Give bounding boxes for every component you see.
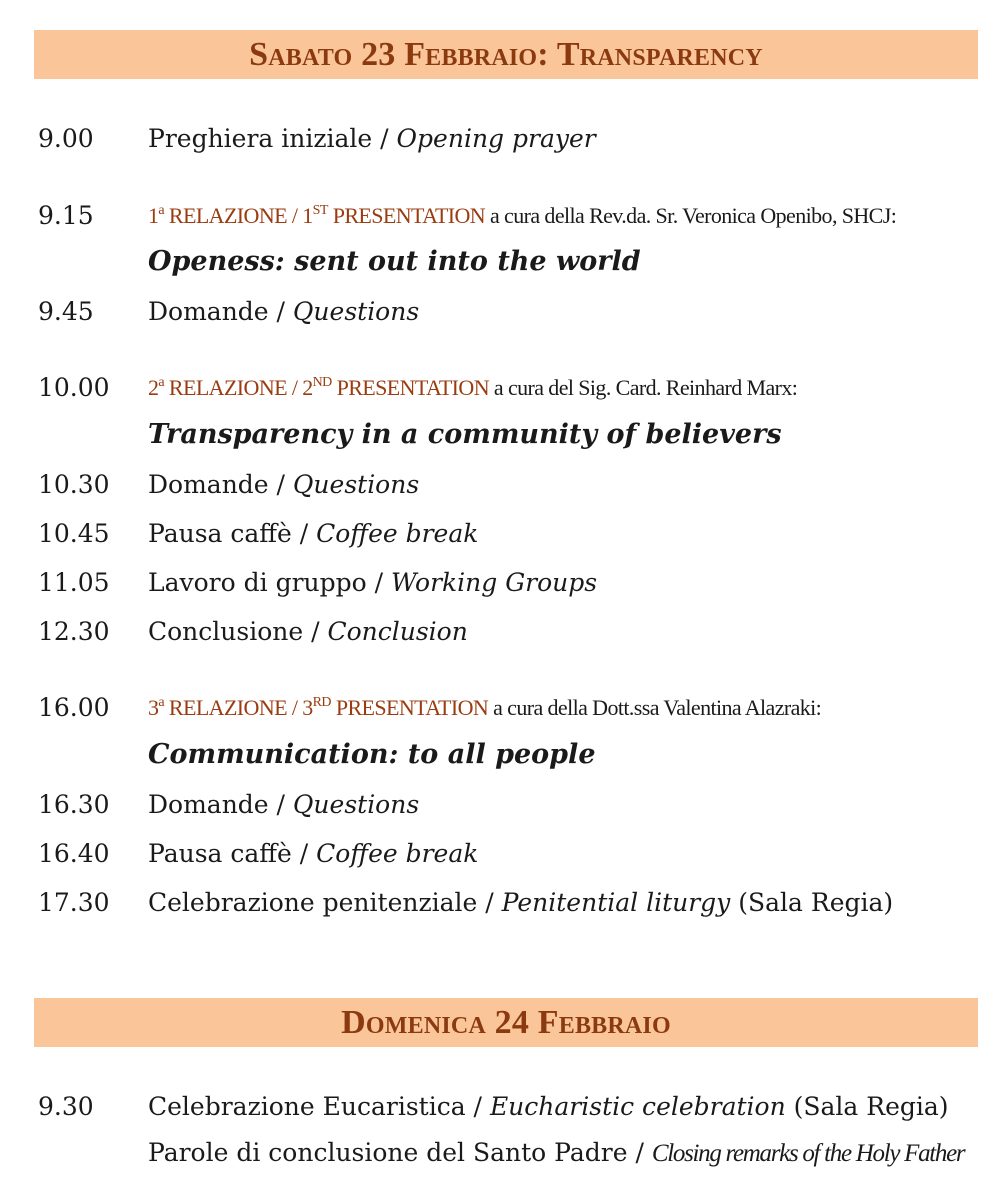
time: 9.45	[38, 297, 94, 326]
schedule-row-1105	[0, 563, 998, 603]
day2-header	[34, 998, 978, 1047]
schedule-row-1230	[0, 612, 998, 652]
schedule-row-1600	[0, 688, 998, 728]
schedule-row-1630	[0, 785, 998, 825]
schedule-row-0900	[0, 119, 998, 159]
day2-header-text: Domenica 24 Febbraio	[341, 1003, 671, 1041]
activity: Celebrazione penitenziale / Penitential liturgy (Sala Regia)	[148, 888, 894, 917]
activity: Pausa caffè / Coffee break	[148, 839, 479, 868]
schedule-row-closing	[0, 1133, 998, 1173]
time: 9.30	[38, 1092, 94, 1121]
day1-header	[34, 30, 978, 79]
schedule-row-0915	[0, 196, 998, 236]
schedule-row-1030	[0, 465, 998, 505]
schedule-row-1000	[0, 368, 998, 408]
activity: Domande / Questions	[148, 297, 420, 326]
presentation-title: Communication: to all people	[148, 739, 596, 770]
time: 11.05	[38, 568, 110, 597]
activity: Conclusione / Conclusion	[148, 617, 468, 646]
schedule-row-1730	[0, 883, 998, 923]
activity: Domande / Questions	[148, 790, 420, 819]
day1-header-text: Sabato 23 Febbraio: Transparency	[249, 35, 763, 73]
activity: Pausa caffè / Coffee break	[148, 519, 479, 548]
presentation-title: Transparency in a community of believers	[148, 419, 782, 450]
time: 10.30	[38, 470, 110, 499]
time: 9.15	[38, 201, 94, 230]
speaker: a cura della Dott.ssa Valentina Alazraki:	[488, 695, 822, 720]
presentation-title-row	[0, 415, 998, 455]
speaker: a cura della Rev.da. Sr. Veronica Openibo, SHCJ:	[485, 203, 897, 228]
time: 10.00	[38, 373, 110, 402]
presentation-label: 2$^a$ RELAZIONE / 2ND PRESENTATION a cura del Sig. Card. Reinhard Marx:	[148, 375, 798, 400]
speaker: a cura del Sig. Card. Reinhard Marx:	[488, 375, 798, 400]
time: 16.30	[38, 790, 110, 819]
activity: Lavoro di gruppo / Working Groups	[148, 568, 598, 597]
time: 16.40	[38, 839, 110, 868]
time: 16.00	[38, 693, 110, 722]
time: 17.30	[38, 888, 110, 917]
activity: Domande / Questions	[148, 470, 420, 499]
time: 9.00	[38, 124, 94, 153]
presentation-title: Openess: sent out into the world	[148, 246, 641, 277]
time: 10.45	[38, 519, 110, 548]
schedule-row-0945	[0, 292, 998, 332]
activity: Parole di conclusione del Santo Padre / Closing remarks of the Holy Father	[148, 1138, 965, 1167]
activity: Preghiera iniziale / Opening prayer	[148, 124, 596, 153]
activity: Celebrazione Eucaristica / Eucharistic celebration (Sala Regia)	[148, 1092, 949, 1121]
schedule-row-0930	[0, 1087, 998, 1127]
schedule-row-1640	[0, 834, 998, 874]
presentation-title-row	[0, 735, 998, 775]
schedule-row-1045	[0, 514, 998, 554]
presentation-label: 1$^a$ RELAZIONE / 1ST PRESENTATION a cura della Rev.da. Sr. Veronica Openibo, SHCJ:	[148, 203, 897, 228]
time: 12.30	[38, 617, 110, 646]
presentation-label: 3$^a$ RELAZIONE / 3RD PRESENTATION a cura della Dott.ssa Valentina Alazraki:	[148, 695, 822, 720]
presentation-title-row	[0, 242, 998, 282]
